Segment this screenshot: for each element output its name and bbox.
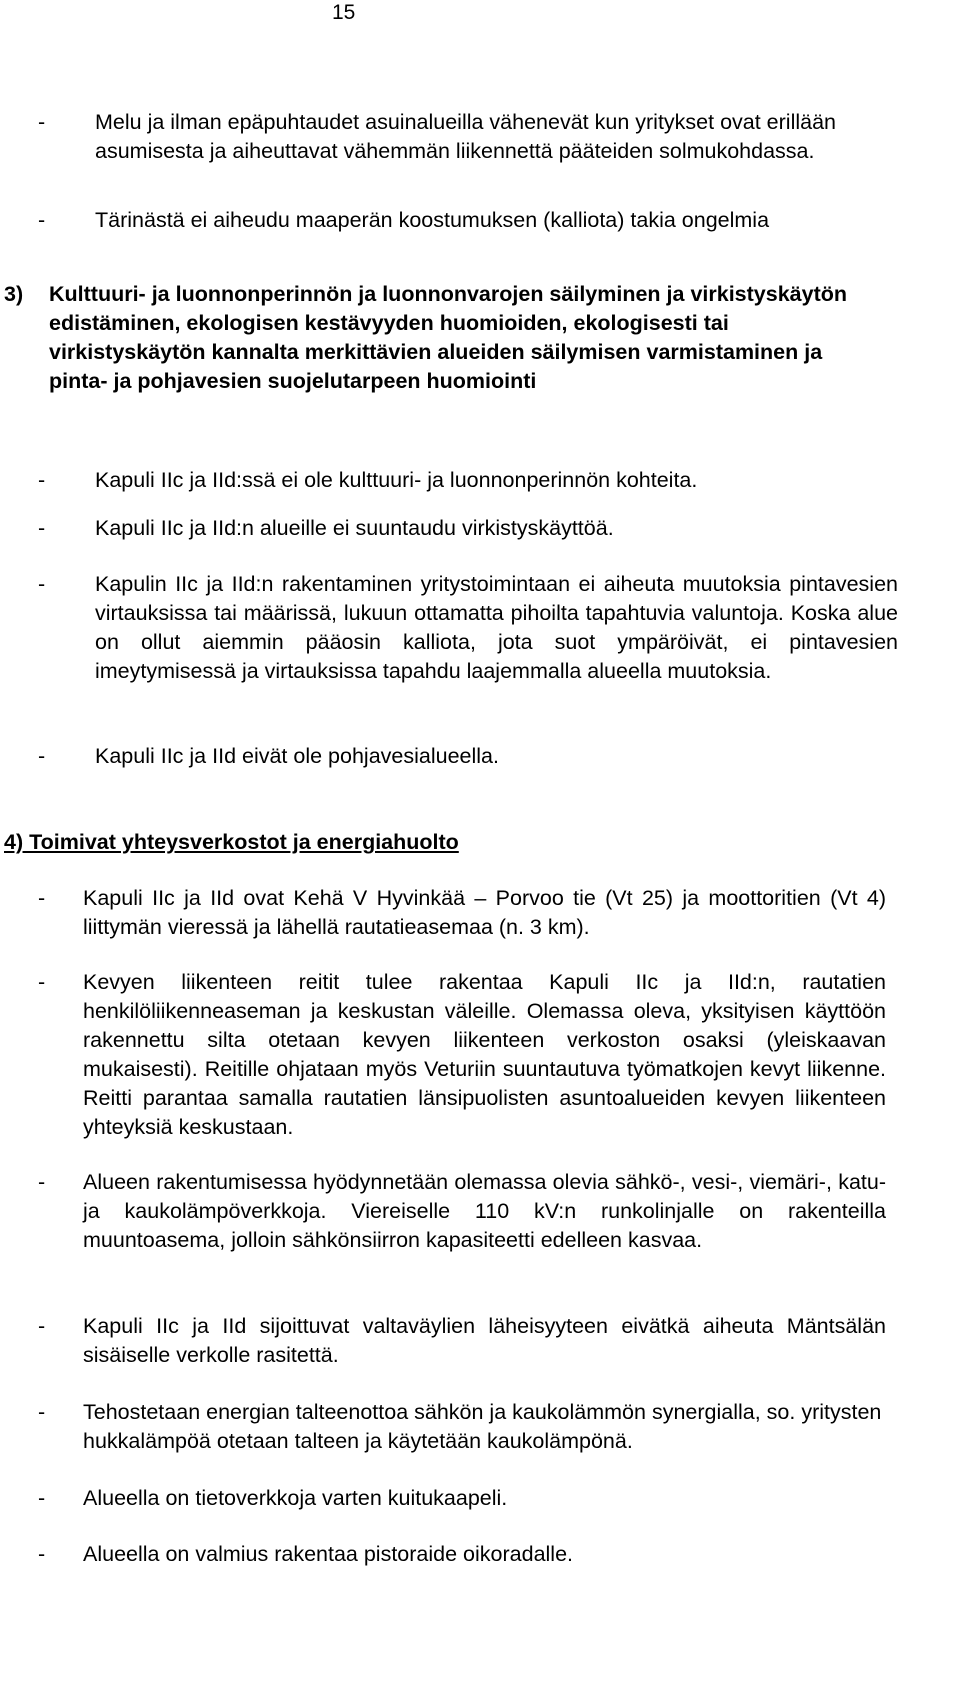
list-dash: - — [38, 110, 46, 134]
list-item-text: Tehostetaan energian talteenottoa sähkön ja kaukolämmön synergialla, so. yritysten hukkalämpöä otetaan talteen ja käytetään kaukolämpönä. — [83, 1400, 882, 1453]
list-item — [38, 108, 868, 166]
list-item — [38, 968, 886, 1142]
list-dash: - — [38, 516, 46, 540]
list-item — [38, 466, 888, 495]
list-item-text: Kapuli IIc ja IId:ssä ei ole kulttuuri- ja luonnonperinnön kohteita. — [95, 468, 698, 492]
list-dash: - — [38, 468, 46, 492]
list-item-text: Kapuli IIc ja IId:n alueille ei suuntaudu virkistyskäyttöä. — [95, 516, 614, 540]
list-item-text: Kapulin IIc ja IId:n rakentaminen yritystoimintaan ei aiheuta muutoksia pintavesien virtauksissa tai määrissä, lukuun ottamatta pihoilta tapahtuvia valuntoja. Koska alue on ollut aiemmin pääosin kalliota, jota suot ympäröivät, ei pintavesien imeytymisessä ja virtauksissa tapahdu laajemmalla alueella muutoksia. — [95, 572, 898, 683]
list-item-text: Kapuli IIc ja IId eivät ole pohjavesialueella. — [95, 744, 499, 768]
list-dash: - — [38, 1542, 46, 1566]
list-item — [38, 570, 898, 686]
list-item — [38, 514, 888, 543]
list-item — [38, 1540, 886, 1569]
list-item — [38, 1484, 886, 1513]
list-dash: - — [38, 208, 46, 232]
list-item — [38, 1168, 886, 1255]
list-item-text: Kevyen liikenteen reitit tulee rakentaa Kapuli IIc ja IId:n, rautatien henkilöliikenneaseman ja keskustan väleille. Olemassa oleva, yksityisen käyttöön rakennettu silta otetaan kevyen liikenteen verkoston osaksi (yleiskaavan mukaisesti). Reitille ohjataan myös Veturiin suuntautuva työmatkojen kevyt liikenne. Reitti parantaa samalla rautatien länsipuolisten asuntoalueiden kevyen liikenteen yhteyksiä keskustaan. — [83, 970, 886, 1139]
list-dash: - — [38, 1400, 46, 1424]
section-3-heading — [4, 280, 874, 396]
list-dash: - — [38, 1314, 46, 1338]
list-item-text: Alueen rakentumisessa hyödynnetään olemassa olevia sähkö-, vesi-, viemäri-, katu- ja kaukolämpöverkkoja. Viereiselle 110 kV:n runkolinjalle on rakenteilla muuntoasema, jolloin sähkönsiirron kapasiteetti edelleen kasvaa. — [83, 1170, 886, 1252]
list-dash: - — [38, 970, 46, 994]
section-3-number: 3) — [4, 282, 24, 306]
list-dash: - — [38, 572, 46, 596]
page-number: 15 — [332, 1, 356, 24]
section-3-heading-text: Kulttuuri- ja luonnonperinnön ja luonnonvarojen säilyminen ja virkistyskäytön edistäminen, ekologisen kestävyyden huomioiden, ekologisesti tai virkistyskäytön kannalta merkittävien alueiden säilymisen varmistaminen ja pinta- ja pohjavesien suojelutarpeen huomiointi — [49, 282, 847, 393]
section-4-heading: 4) Toimivat yhteysverkostot ja energiahuolto — [4, 830, 459, 854]
list-item — [38, 884, 886, 942]
list-item — [38, 1398, 886, 1456]
list-dash: - — [38, 744, 46, 768]
list-dash: - — [38, 1486, 46, 1510]
list-item-text: Melu ja ilman epäpuhtaudet asuinalueilla vähenevät kun yritykset ovat erillään asumisesta ja aiheuttavat vähemmän liikennettä pääteiden solmukohdassa. — [95, 110, 837, 163]
list-dash: - — [38, 886, 46, 910]
list-item — [38, 742, 888, 771]
list-item-text: Kapuli IIc ja IId ovat Kehä V Hyvinkää – Porvoo tie (Vt 25) ja moottoritien (Vt 4) liittymän vieressä ja lähellä rautatieasemaa (n. 3 km). — [83, 886, 886, 939]
list-item-text: Alueella on tietoverkkoja varten kuitukaapeli. — [83, 1486, 508, 1510]
list-item-text: Tärinästä ei aiheudu maaperän koostumuksen (kalliota) takia ongelmia — [95, 208, 770, 232]
list-dash: - — [38, 1170, 46, 1194]
list-item-text: Alueella on valmius rakentaa pistoraide oikoradalle. — [83, 1542, 574, 1566]
list-item — [38, 206, 898, 235]
list-item-text: Kapuli IIc ja IId sijoittuvat valtaväylien läheisyyteen eivätkä aiheuta Mäntsälän sisäiselle verkolle rasitettä. — [83, 1314, 886, 1367]
list-item — [38, 1312, 886, 1370]
